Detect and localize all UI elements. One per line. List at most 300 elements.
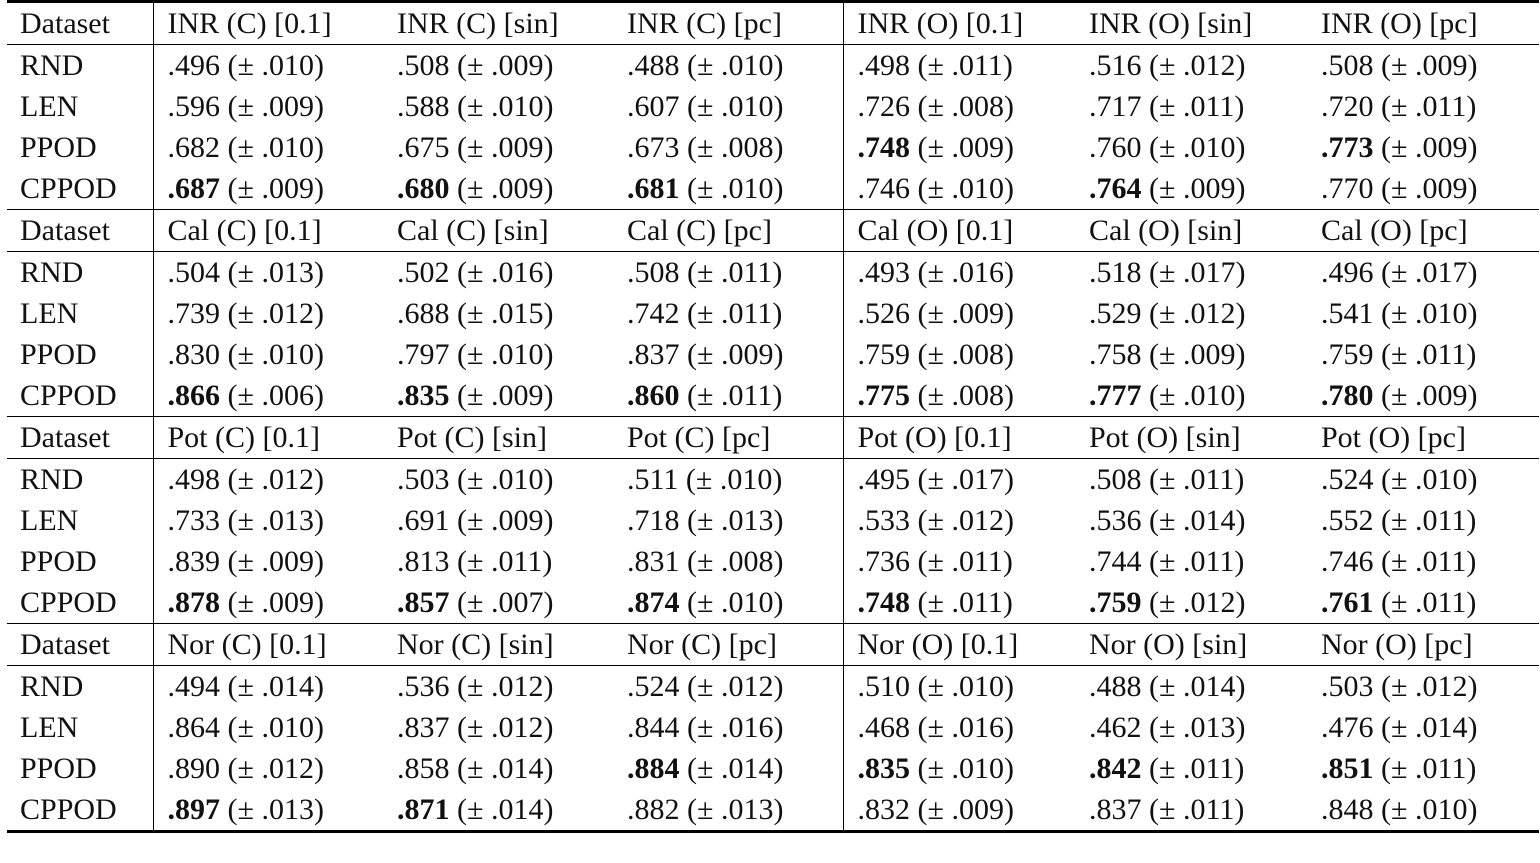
mean-value: .764 — [1089, 171, 1142, 205]
column-header: Nor (O) [sin] — [1075, 624, 1307, 666]
column-header: INR (C) [sin] — [383, 2, 613, 45]
std-value: (± .010) — [917, 751, 1014, 785]
column-header: INR (C) [0.1] — [153, 2, 383, 45]
std-value: (± .011) — [917, 585, 1013, 619]
group-header-row — [7, 210, 1539, 252]
mean-value: .607 — [627, 89, 680, 123]
mean-value: .813 — [397, 544, 450, 578]
result-cell — [153, 252, 383, 294]
column-header: Cal (C) [0.1] — [153, 210, 383, 252]
column-header: Nor (C) [sin] — [383, 624, 613, 666]
std-value: (± .009) — [457, 171, 554, 205]
column-header: INR (O) [sin] — [1075, 2, 1307, 45]
mean-value: .831 — [627, 544, 680, 578]
std-value: (± .010) — [685, 462, 783, 496]
method-label: PPOD — [20, 751, 97, 785]
std-value: (± .014) — [1381, 710, 1478, 744]
mean-value: .682 — [167, 130, 220, 164]
mean-value: .518 — [1089, 255, 1142, 289]
result-cell — [843, 748, 1075, 789]
std-value: (± .012) — [1381, 669, 1478, 703]
column-header: Pot (C) [0.1] — [153, 417, 383, 459]
mean-value: .759 — [857, 337, 910, 371]
std-value: (± .010) — [917, 171, 1014, 205]
std-value: (± .011) — [917, 48, 1013, 82]
mean-value: .462 — [1089, 710, 1142, 744]
mean-value: .759 — [1089, 585, 1142, 619]
mean-value: .516 — [1089, 48, 1142, 82]
result-cell — [1075, 541, 1307, 582]
mean-value: .775 — [857, 378, 910, 412]
std-value: (± .008) — [917, 378, 1014, 412]
mean-value: .748 — [857, 130, 910, 164]
result-cell — [1075, 707, 1307, 748]
std-value: (± .011) — [457, 544, 553, 578]
method-label: CPPOD — [20, 585, 117, 619]
std-value: (± .009) — [1381, 378, 1478, 412]
result-cell — [1075, 86, 1307, 127]
mean-value: .759 — [1321, 337, 1374, 371]
std-value: (± .015) — [457, 296, 554, 330]
column-header: Pot (O) [0.1] — [843, 417, 1075, 459]
mean-value: .770 — [1321, 171, 1374, 205]
table-row — [7, 127, 1539, 168]
mean-value: .533 — [857, 503, 910, 537]
mean-value: .717 — [1089, 89, 1142, 123]
mean-value: .726 — [857, 89, 910, 123]
mean-value: .529 — [1089, 296, 1142, 330]
result-cell — [153, 334, 383, 375]
method-label: CPPOD — [20, 378, 117, 412]
std-value: (± .013) — [687, 792, 784, 826]
mean-value: .496 — [167, 48, 220, 82]
result-cell — [1307, 168, 1539, 210]
result-cell — [383, 86, 613, 127]
std-value: (± .009) — [917, 296, 1014, 330]
std-value: (± .017) — [1149, 255, 1246, 289]
mean-value: .835 — [397, 378, 450, 412]
std-value: (± .010) — [457, 462, 554, 496]
std-value: (± .011) — [1381, 337, 1477, 371]
column-header: Pot (C) [pc] — [613, 417, 843, 459]
std-value: (± .011) — [687, 255, 783, 289]
mean-value: .468 — [857, 710, 910, 744]
mean-value: .830 — [167, 337, 220, 371]
std-value: (± .009) — [1381, 130, 1478, 164]
std-value: (± .008) — [687, 544, 784, 578]
table-row — [7, 748, 1539, 789]
mean-value: .742 — [627, 296, 680, 330]
std-value: (± .010) — [227, 130, 324, 164]
mean-value: .508 — [627, 255, 680, 289]
table-row — [7, 45, 1539, 87]
table-row — [7, 666, 1539, 708]
std-value: (± .013) — [227, 503, 324, 537]
std-value: (± .009) — [227, 171, 324, 205]
result-cell — [613, 666, 843, 708]
method-label: RND — [20, 255, 84, 289]
result-cell — [383, 334, 613, 375]
result-cell — [1307, 459, 1539, 501]
std-value: (± .009) — [457, 48, 554, 82]
mean-value: .733 — [167, 503, 220, 537]
std-value: (± .009) — [457, 378, 554, 412]
std-value: (± .011) — [1381, 503, 1477, 537]
mean-value: .508 — [1321, 48, 1374, 82]
result-cell — [1307, 334, 1539, 375]
std-value: (± .008) — [917, 89, 1014, 123]
mean-value: .524 — [1321, 462, 1374, 496]
mean-value: .761 — [1321, 585, 1374, 619]
result-cell — [153, 45, 383, 87]
result-cell — [1075, 127, 1307, 168]
std-value: (± .009) — [1381, 171, 1478, 205]
result-cell — [1075, 334, 1307, 375]
result-cell — [383, 748, 613, 789]
std-value: (± .010) — [227, 710, 324, 744]
std-value: (± .012) — [227, 296, 324, 330]
std-value: (± .011) — [1381, 585, 1477, 619]
std-value: (± .010) — [687, 48, 784, 82]
std-value: (± .012) — [1149, 296, 1246, 330]
column-header: Cal (C) [pc] — [613, 210, 843, 252]
result-cell — [1075, 748, 1307, 789]
mean-value: .837 — [397, 710, 450, 744]
std-value: (± .011) — [1381, 544, 1477, 578]
table-row — [7, 789, 1539, 832]
std-value: (± .009) — [1149, 171, 1246, 205]
mean-value: .524 — [627, 669, 680, 703]
std-value: (± .014) — [1149, 503, 1246, 537]
row-header-label: Dataset — [7, 210, 153, 252]
mean-value: .858 — [397, 751, 450, 785]
std-value: (± .011) — [1381, 89, 1477, 123]
result-cell — [153, 789, 383, 832]
std-value: (± .017) — [917, 462, 1014, 496]
result-cell — [843, 293, 1075, 334]
result-cell — [1307, 541, 1539, 582]
result-cell — [1075, 459, 1307, 501]
method-label: CPPOD — [20, 792, 117, 826]
result-cell — [1307, 375, 1539, 417]
result-cell — [613, 541, 843, 582]
result-cell — [383, 293, 613, 334]
mean-value: .758 — [1089, 337, 1142, 371]
result-cell — [1075, 666, 1307, 708]
result-cell — [1075, 500, 1307, 541]
std-value: (± .011) — [1149, 462, 1245, 496]
result-cell — [153, 707, 383, 748]
result-cell — [613, 293, 843, 334]
result-cell — [383, 582, 613, 624]
mean-value: .511 — [627, 462, 679, 496]
mean-value: .835 — [857, 751, 910, 785]
std-value: (± .012) — [1149, 585, 1246, 619]
mean-value: .884 — [627, 751, 680, 785]
std-value: (± .016) — [917, 710, 1014, 744]
mean-value: .495 — [857, 462, 910, 496]
result-cell — [1075, 375, 1307, 417]
result-cell — [383, 45, 613, 87]
mean-value: .502 — [397, 255, 450, 289]
result-cell — [613, 86, 843, 127]
result-cell — [153, 375, 383, 417]
std-value: (± .017) — [1381, 255, 1478, 289]
std-value: (± .014) — [457, 751, 554, 785]
mean-value: .780 — [1321, 378, 1374, 412]
result-cell — [843, 334, 1075, 375]
std-value: (± .010) — [687, 89, 784, 123]
column-header: Nor (C) [pc] — [613, 624, 843, 666]
mean-value: .890 — [167, 751, 220, 785]
std-value: (± .014) — [687, 751, 784, 785]
result-cell — [843, 582, 1075, 624]
mean-value: .510 — [857, 669, 910, 703]
results-table — [7, 0, 1539, 833]
mean-value: .746 — [1321, 544, 1374, 578]
std-value: (± .009) — [917, 792, 1014, 826]
result-cell — [1307, 45, 1539, 87]
result-cell — [843, 459, 1075, 501]
mean-value: .837 — [627, 337, 680, 371]
mean-value: .857 — [397, 585, 450, 619]
mean-value: .493 — [857, 255, 910, 289]
std-value: (± .013) — [227, 255, 324, 289]
mean-value: .596 — [167, 89, 220, 123]
mean-value: .503 — [397, 462, 450, 496]
result-cell — [843, 45, 1075, 87]
method-label: RND — [20, 48, 84, 82]
std-value: (± .010) — [687, 585, 784, 619]
std-value: (± .010) — [1381, 462, 1478, 496]
mean-value: .760 — [1089, 130, 1142, 164]
std-value: (± .012) — [687, 669, 784, 703]
std-value: (± .009) — [457, 503, 554, 537]
std-value: (± .011) — [1149, 89, 1245, 123]
result-cell — [1307, 748, 1539, 789]
result-cell — [383, 168, 613, 210]
method-label: CPPOD — [20, 171, 117, 205]
mean-value: .588 — [397, 89, 450, 123]
mean-value: .541 — [1321, 296, 1374, 330]
result-cell — [1075, 582, 1307, 624]
mean-value: .526 — [857, 296, 910, 330]
mean-value: .691 — [397, 503, 450, 537]
std-value: (± .012) — [227, 462, 324, 496]
result-cell — [613, 334, 843, 375]
result-cell — [1075, 252, 1307, 294]
column-header: Cal (O) [0.1] — [843, 210, 1075, 252]
column-header: Pot (O) [sin] — [1075, 417, 1307, 459]
mean-value: .746 — [857, 171, 910, 205]
method-label: LEN — [20, 296, 79, 330]
mean-value: .494 — [167, 669, 220, 703]
result-cell — [843, 127, 1075, 168]
method-label: PPOD — [20, 337, 97, 371]
std-value: (± .012) — [917, 503, 1014, 537]
result-cell — [1075, 293, 1307, 334]
column-header: Nor (O) [0.1] — [843, 624, 1075, 666]
row-header-label: Dataset — [7, 624, 153, 666]
mean-value: .498 — [857, 48, 910, 82]
mean-value: .797 — [397, 337, 450, 371]
result-cell — [843, 666, 1075, 708]
table-row — [7, 252, 1539, 294]
mean-value: .739 — [167, 296, 220, 330]
std-value: (± .009) — [1149, 337, 1246, 371]
mean-value: .736 — [857, 544, 910, 578]
result-cell — [1307, 86, 1539, 127]
mean-value: .508 — [1089, 462, 1142, 496]
std-value: (± .011) — [1149, 792, 1245, 826]
std-value: (± .010) — [687, 171, 784, 205]
mean-value: .860 — [627, 378, 680, 412]
std-value: (± .010) — [1381, 792, 1478, 826]
std-value: (± .006) — [227, 378, 324, 412]
method-label: LEN — [20, 89, 79, 123]
mean-value: .488 — [1089, 669, 1142, 703]
table-row — [7, 707, 1539, 748]
column-header: Cal (O) [sin] — [1075, 210, 1307, 252]
result-cell — [613, 582, 843, 624]
table-row — [7, 334, 1539, 375]
std-value: (± .011) — [1381, 751, 1477, 785]
result-cell — [1307, 252, 1539, 294]
method-label: PPOD — [20, 130, 97, 164]
result-cell — [153, 127, 383, 168]
std-value: (± .012) — [457, 710, 554, 744]
result-cell — [843, 500, 1075, 541]
result-cell — [153, 582, 383, 624]
table-row — [7, 500, 1539, 541]
std-value: (± .010) — [457, 337, 554, 371]
std-value: (± .008) — [687, 130, 784, 164]
column-header: Cal (O) [pc] — [1307, 210, 1539, 252]
mean-value: .688 — [397, 296, 450, 330]
result-cell — [383, 252, 613, 294]
result-cell — [1307, 707, 1539, 748]
result-cell — [843, 168, 1075, 210]
std-value: (± .009) — [687, 337, 784, 371]
table-row — [7, 293, 1539, 334]
result-cell — [1307, 789, 1539, 832]
method-label: LEN — [20, 710, 79, 744]
result-cell — [613, 459, 843, 501]
mean-value: .773 — [1321, 130, 1374, 164]
std-value: (± .010) — [1149, 378, 1246, 412]
mean-value: .837 — [1089, 792, 1142, 826]
table-row — [7, 375, 1539, 417]
result-cell — [383, 541, 613, 582]
std-value: (± .009) — [1381, 48, 1478, 82]
mean-value: .839 — [167, 544, 220, 578]
std-value: (± .008) — [917, 337, 1014, 371]
std-value: (± .009) — [227, 544, 324, 578]
result-cell — [383, 789, 613, 832]
std-value: (± .013) — [687, 503, 784, 537]
mean-value: .503 — [1321, 669, 1374, 703]
mean-value: .675 — [397, 130, 450, 164]
result-cell — [843, 707, 1075, 748]
result-cell — [153, 168, 383, 210]
std-value: (± .012) — [1149, 48, 1246, 82]
mean-value: .851 — [1321, 751, 1374, 785]
table-row — [7, 168, 1539, 210]
row-header-label: Dataset — [7, 2, 153, 45]
mean-value: .680 — [397, 171, 450, 205]
result-cell — [153, 500, 383, 541]
mean-value: .744 — [1089, 544, 1142, 578]
std-value: (± .013) — [1149, 710, 1246, 744]
group-header-row — [7, 2, 1539, 45]
result-cell — [843, 252, 1075, 294]
method-label: PPOD — [20, 544, 97, 578]
std-value: (± .011) — [687, 296, 783, 330]
result-cell — [383, 127, 613, 168]
table-row — [7, 541, 1539, 582]
column-header: Nor (C) [0.1] — [153, 624, 383, 666]
result-cell — [153, 293, 383, 334]
result-cell — [1307, 666, 1539, 708]
mean-value: .681 — [627, 171, 680, 205]
result-cell — [153, 666, 383, 708]
result-cell — [843, 789, 1075, 832]
column-header: INR (C) [pc] — [613, 2, 843, 45]
mean-value: .864 — [167, 710, 220, 744]
mean-value: .488 — [627, 48, 680, 82]
method-label: RND — [20, 462, 84, 496]
result-cell — [613, 45, 843, 87]
result-cell — [613, 168, 843, 210]
result-cell — [1307, 582, 1539, 624]
mean-value: .536 — [397, 669, 450, 703]
std-value: (± .012) — [457, 669, 554, 703]
mean-value: .842 — [1089, 751, 1142, 785]
std-value: (± .010) — [227, 48, 324, 82]
std-value: (± .010) — [917, 669, 1014, 703]
mean-value: .720 — [1321, 89, 1374, 123]
group-header-row — [7, 624, 1539, 666]
mean-value: .718 — [627, 503, 680, 537]
mean-value: .777 — [1089, 378, 1142, 412]
std-value: (± .007) — [457, 585, 554, 619]
mean-value: .882 — [627, 792, 680, 826]
result-cell — [613, 375, 843, 417]
result-cell — [383, 707, 613, 748]
group-header-row — [7, 417, 1539, 459]
row-header-label: Dataset — [7, 417, 153, 459]
std-value: (± .014) — [227, 669, 324, 703]
result-cell — [843, 541, 1075, 582]
mean-value: .504 — [167, 255, 220, 289]
mean-value: .496 — [1321, 255, 1374, 289]
mean-value: .866 — [167, 378, 220, 412]
std-value: (± .011) — [1149, 751, 1245, 785]
mean-value: .508 — [397, 48, 450, 82]
std-value: (± .016) — [687, 710, 784, 744]
std-value: (± .014) — [1149, 669, 1246, 703]
std-value: (± .010) — [1381, 296, 1478, 330]
std-value: (± .014) — [457, 792, 554, 826]
result-cell — [1075, 168, 1307, 210]
std-value: (± .016) — [917, 255, 1014, 289]
std-value: (± .010) — [227, 337, 324, 371]
mean-value: .687 — [167, 171, 220, 205]
mean-value: .878 — [167, 585, 220, 619]
method-label: LEN — [20, 503, 79, 537]
result-cell — [613, 789, 843, 832]
result-cell — [1075, 45, 1307, 87]
